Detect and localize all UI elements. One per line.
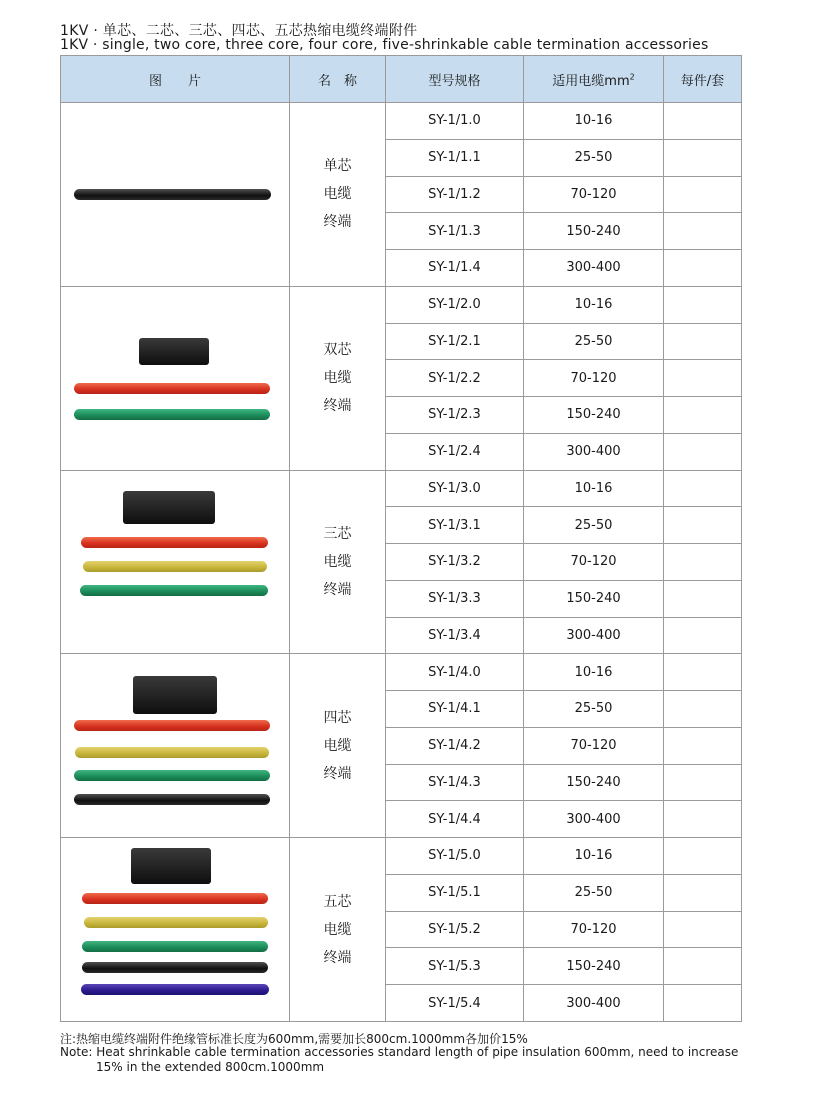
price-cell	[664, 433, 742, 470]
cable-size-cell: 150-240	[524, 213, 664, 250]
price-cell	[664, 764, 742, 801]
cable-size-cell: 10-16	[524, 654, 664, 691]
model-cell: SY-1/2.3	[386, 397, 524, 434]
product-name-line: 三芯	[323, 525, 352, 542]
cable-size-cell: 300-400	[524, 985, 664, 1022]
cable-size-cell: 10-16	[524, 838, 664, 875]
product-name-cell	[290, 470, 386, 654]
model-cell: SY-1/1.3	[386, 213, 524, 250]
page-title-cn: 1KV · 单芯、二芯、三芯、四芯、五芯热缩电缆终端附件	[60, 23, 418, 39]
cable-tube-green	[74, 770, 270, 781]
table-body	[61, 103, 742, 1022]
model-cell: SY-1/4.3	[386, 764, 524, 801]
cable-size-cell: 70-120	[524, 727, 664, 764]
cable-size-cell: 150-240	[524, 580, 664, 617]
page-title-en: 1KV · single, two core, three core, four core, five-shrinkable cable termination accessories	[60, 37, 709, 53]
price-cell	[664, 654, 742, 691]
cable-size-cell: 70-120	[524, 911, 664, 948]
price-cell	[664, 250, 742, 287]
cable-size-cell: 25-50	[524, 507, 664, 544]
cable-size-cell: 70-120	[524, 544, 664, 581]
model-cell: SY-1/3.1	[386, 507, 524, 544]
product-name-cell	[290, 838, 386, 1022]
model-cell: SY-1/1.4	[386, 250, 524, 287]
cable-tube-green	[80, 585, 268, 596]
table-row	[61, 654, 742, 691]
cable-size-cell: 70-120	[524, 360, 664, 397]
cable-tube-red	[81, 537, 268, 548]
cable-size-cell: 25-50	[524, 323, 664, 360]
price-cell	[664, 544, 742, 581]
cable-size-cell: 150-240	[524, 948, 664, 985]
model-cell: SY-1/5.0	[386, 838, 524, 875]
cable-size-cell: 150-240	[524, 764, 664, 801]
price-cell	[664, 213, 742, 250]
cable-tube-green	[74, 409, 270, 420]
spec-table	[60, 55, 742, 1022]
model-cell: SY-1/5.2	[386, 911, 524, 948]
price-cell	[664, 838, 742, 875]
model-cell: SY-1/5.3	[386, 948, 524, 985]
cable-tube-red	[74, 720, 270, 731]
product-image-cell	[61, 103, 290, 287]
price-cell	[664, 985, 742, 1022]
model-cell: SY-1/2.4	[386, 433, 524, 470]
product-name-line: 五芯	[323, 893, 352, 910]
cable-size-cell: 10-16	[524, 470, 664, 507]
product-name-line: 单芯	[323, 158, 352, 175]
model-cell: SY-1/3.3	[386, 580, 524, 617]
model-cell: SY-1/4.0	[386, 654, 524, 691]
product-name-line: 电缆	[323, 186, 352, 203]
product-image-cell	[61, 654, 290, 838]
cable-tube-yellow	[84, 917, 268, 928]
product-image-cell	[61, 838, 290, 1022]
price-cell	[664, 801, 742, 838]
model-cell: SY-1/1.2	[386, 176, 524, 213]
cable-tube-red	[82, 893, 268, 904]
product-name-line: 终端	[323, 214, 352, 231]
table-row	[61, 838, 742, 875]
cable-size-cell: 300-400	[524, 801, 664, 838]
cable-size-cell: 150-240	[524, 397, 664, 434]
price-cell	[664, 139, 742, 176]
model-cell: SY-1/3.4	[386, 617, 524, 654]
col-header-price: 每件/套	[664, 56, 742, 103]
model-cell: SY-1/4.4	[386, 801, 524, 838]
note-en-line1: Note: Heat shrinkable cable termination accessories standard length of pipe insulation 600mm, need to increase	[60, 1045, 739, 1059]
cable-size-cell: 300-400	[524, 433, 664, 470]
breakout-boot-image	[131, 848, 211, 884]
model-cell: SY-1/4.1	[386, 691, 524, 728]
note-en-line2: 15% in the extended 800cm.1000mm	[96, 1060, 325, 1074]
cable-tube-yellow	[83, 561, 267, 572]
col-header-cable	[524, 56, 664, 103]
table-row	[61, 103, 742, 140]
cable-tube-yellow	[75, 747, 269, 758]
breakout-boot-image	[139, 338, 209, 365]
table-row	[61, 286, 742, 323]
model-cell: SY-1/5.4	[386, 985, 524, 1022]
product-name-line: 终端	[323, 765, 352, 782]
product-name-line: 终端	[323, 949, 352, 966]
product-name-line: 电缆	[323, 370, 352, 387]
product-image-cell	[61, 470, 290, 654]
price-cell	[664, 360, 742, 397]
product-name-cell	[290, 654, 386, 838]
col-header-name: 名 称	[290, 56, 386, 103]
model-cell: SY-1/4.2	[386, 727, 524, 764]
product-name-line: 电缆	[323, 737, 352, 754]
product-image-cell	[61, 286, 290, 470]
cable-tube-green	[82, 941, 268, 952]
product-name-line: 终端	[323, 581, 352, 598]
model-cell: SY-1/2.2	[386, 360, 524, 397]
price-cell	[664, 176, 742, 213]
cable-size-cell: 10-16	[524, 103, 664, 140]
breakout-boot-image	[133, 676, 217, 714]
product-name-line: 电缆	[323, 921, 352, 938]
model-cell: SY-1/2.1	[386, 323, 524, 360]
price-cell	[664, 948, 742, 985]
cable-size-cell: 300-400	[524, 250, 664, 287]
cable-tube-black	[74, 189, 271, 200]
table-row	[61, 470, 742, 507]
product-name-line: 电缆	[323, 553, 352, 570]
price-cell	[664, 691, 742, 728]
cable-tube-purple	[81, 984, 269, 995]
model-cell: SY-1/5.1	[386, 874, 524, 911]
cable-size-cell: 10-16	[524, 286, 664, 323]
price-cell	[664, 580, 742, 617]
model-cell: SY-1/3.2	[386, 544, 524, 581]
cable-size-cell: 300-400	[524, 617, 664, 654]
product-name-cell	[290, 286, 386, 470]
product-name-line: 终端	[323, 398, 352, 415]
price-cell	[664, 286, 742, 323]
price-cell	[664, 617, 742, 654]
model-cell: SY-1/3.0	[386, 470, 524, 507]
price-cell	[664, 727, 742, 764]
price-cell	[664, 103, 742, 140]
cable-size-cell: 25-50	[524, 691, 664, 728]
price-cell	[664, 397, 742, 434]
cable-size-cell: 25-50	[524, 874, 664, 911]
price-cell	[664, 874, 742, 911]
price-cell	[664, 911, 742, 948]
cable-tube-black	[74, 794, 270, 805]
model-cell: SY-1/1.1	[386, 139, 524, 176]
col-header-model: 型号规格	[386, 56, 524, 103]
cable-tube-black	[82, 962, 268, 973]
price-cell	[664, 507, 742, 544]
col-header-image: 图 片	[61, 56, 290, 103]
price-cell	[664, 323, 742, 360]
col-header-cable-sup: 2	[629, 72, 635, 82]
product-name-cell	[290, 103, 386, 287]
product-name-line: 双芯	[323, 342, 352, 359]
product-name-line: 四芯	[323, 709, 352, 726]
table-header-row	[61, 56, 742, 103]
cable-tube-red	[74, 383, 270, 394]
col-header-cable-label: 适用电缆mm	[552, 73, 630, 89]
model-cell: SY-1/2.0	[386, 286, 524, 323]
price-cell	[664, 470, 742, 507]
note-cn: 注:热缩电缆终端附件绝缘管标准长度为600mm,需要加长800cm.1000mm各加价15%	[60, 1032, 528, 1046]
model-cell: SY-1/1.0	[386, 103, 524, 140]
cable-size-cell: 70-120	[524, 176, 664, 213]
cable-size-cell: 25-50	[524, 139, 664, 176]
breakout-boot-image	[123, 491, 215, 524]
